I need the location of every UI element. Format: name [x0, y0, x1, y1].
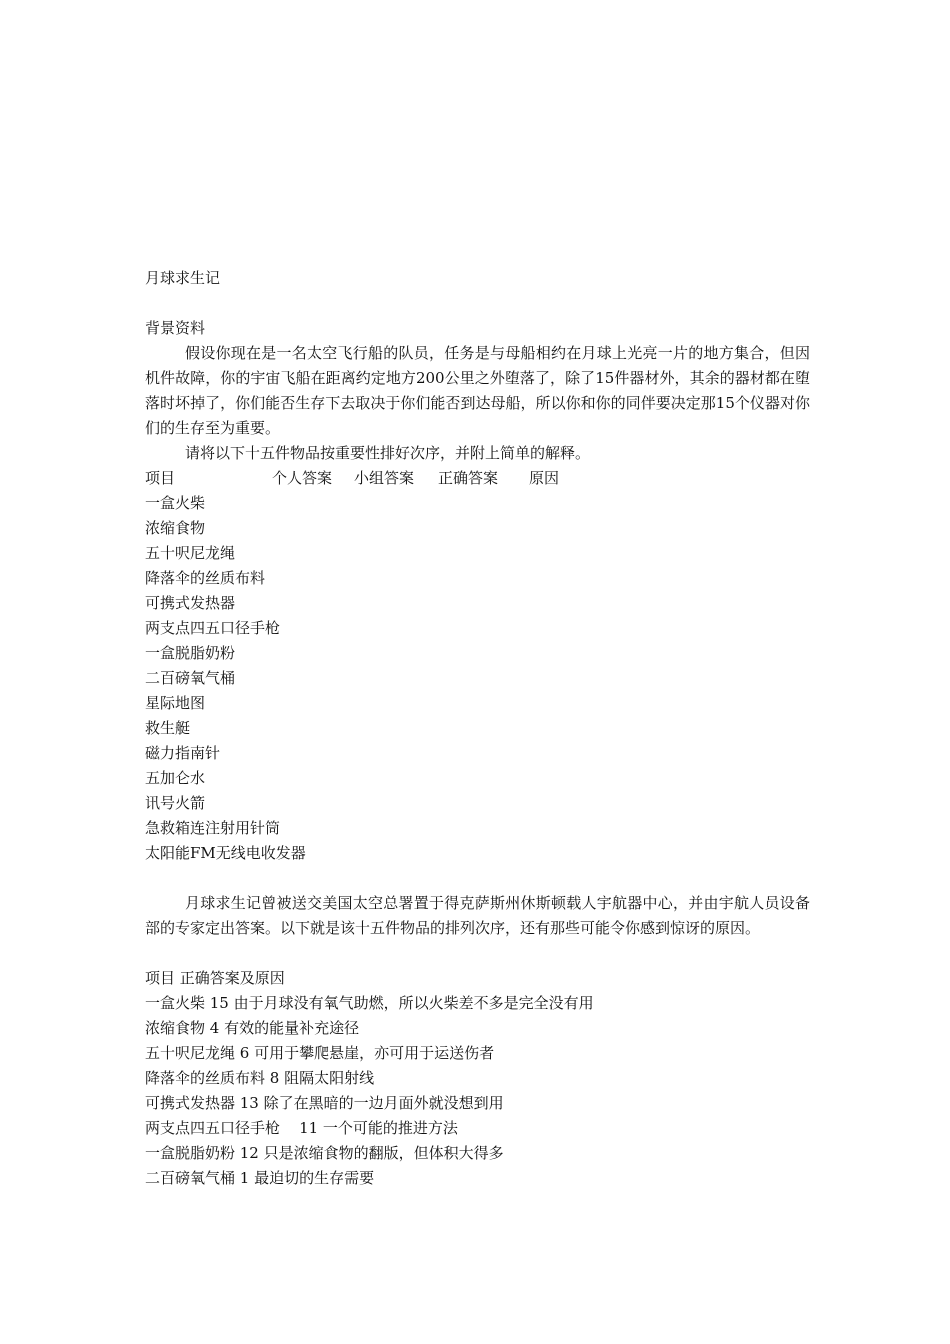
spacer [145, 941, 810, 966]
item-list [145, 491, 810, 866]
answer-row: 可携式发热器 13 除了在黑暗的一边月面外就没想到用 [145, 1094, 504, 1112]
list-item: 救生艇 [145, 719, 191, 737]
list-item: 可携式发热器 [145, 594, 236, 612]
header-correct-answer: 正确答案 [438, 469, 499, 487]
answer-row: 两支点四五口径手枪 11 一个可能的推进方法 [145, 1119, 458, 1137]
answer-row: 一盒脱脂奶粉 12 只是浓缩食物的翻版，但体积大得多 [145, 1144, 504, 1162]
spacer [145, 866, 810, 891]
spacer [145, 291, 810, 316]
list-item: 磁力指南针 [145, 744, 221, 762]
list-item: 两支点四五口径手枪 [145, 619, 281, 637]
answer-list [145, 991, 810, 1191]
list-item: 一盒火柴 [145, 494, 206, 512]
answer-row: 浓缩食物 4 有效的能量补充途径 [145, 1019, 360, 1037]
table-header [145, 466, 810, 491]
answers-header: 项目 正确答案及原因 [145, 969, 285, 987]
intro-paragraph: 假设你现在是一名太空飞行船的队员，任务是与母船相约在月球上光亮一片的地方集合，但因机件故障，你的宇宙飞船在距离约定地方200公里之外堕落了，除了15件器材外，其余的器材都在堕落时坏掉了，你们能否生存下去取决于你们能否到达母船，所以你和你的同伴要决定那15个仪器对你们的生存至为重要。 [145, 344, 810, 437]
header-personal-answer: 个人答案 [272, 469, 333, 487]
answer-row: 一盒火柴 15 由于月球没有氧气助燃，所以火柴差不多是完全没有用 [145, 994, 594, 1012]
list-item: 五十呎尼龙绳 [145, 544, 236, 562]
header-reason: 原因 [529, 469, 560, 487]
header-item: 项目 [145, 469, 176, 487]
answer-row: 二百磅氧气桶 1 最迫切的生存需要 [145, 1169, 375, 1187]
list-item: 二百磅氧气桶 [145, 669, 236, 687]
list-item: 星际地图 [145, 694, 206, 712]
nasa-paragraph: 月球求生记曾被送交美国太空总署置于得克萨斯州休斯顿载人宇航器中心，并由宇航人员设备部的专家定出答案。以下就是该十五件物品的排列次序，还有那些可能令你感到惊讶的原因。 [145, 894, 810, 937]
list-item: 讯号火箭 [145, 794, 206, 812]
list-item: 降落伞的丝质布料 [145, 569, 266, 587]
list-item: 五加仑水 [145, 769, 206, 787]
section-heading: 背景资料 [145, 319, 206, 337]
list-item: 太阳能FM无线电收发器 [145, 844, 306, 862]
list-item: 急救箱连注射用针筒 [145, 819, 281, 837]
header-group-answer: 小组答案 [354, 469, 415, 487]
answer-row: 降落伞的丝质布料 8 阻隔太阳射线 [145, 1069, 375, 1087]
answer-row: 五十呎尼龙绳 6 可用于攀爬悬崖，亦可用于运送伤者 [145, 1044, 495, 1062]
document-page [145, 266, 810, 1191]
instruction-paragraph: 请将以下十五件物品按重要性排好次序，并附上简单的解释。 [185, 444, 591, 462]
list-item: 浓缩食物 [145, 519, 206, 537]
document-title: 月球求生记 [145, 269, 221, 287]
list-item: 一盒脱脂奶粉 [145, 644, 236, 662]
